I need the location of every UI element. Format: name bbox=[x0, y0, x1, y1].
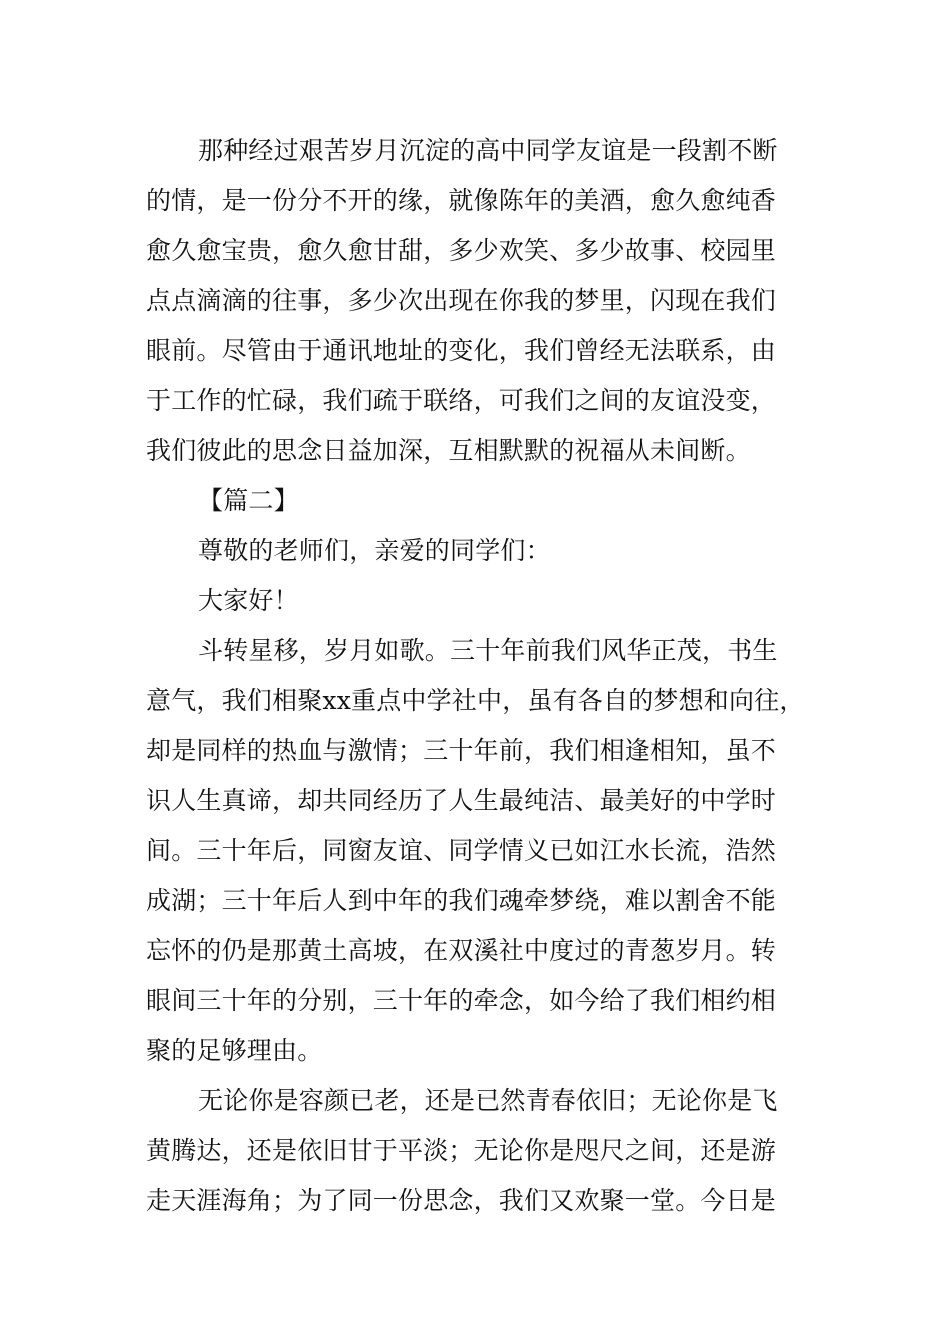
text-line: 走天涯海角；为了同一份思念，我们又欢聚一堂。今日是 bbox=[146, 1186, 777, 1215]
text-line: 意气，我们相聚xx重点中学社中，虽有各自的梦想和向往， bbox=[146, 686, 805, 715]
paragraph bbox=[146, 626, 826, 1076]
text-line: 于工作的忙碌，我们疏于联络，可我们之间的友谊没变， bbox=[146, 386, 777, 415]
text-line: 间。三十年后，同窗友谊、同学情义已如江水长流，浩然 bbox=[146, 836, 777, 865]
text-line: 忘怀的仍是那黄土高坡，在双溪社中度过的青葱岁月。转 bbox=[146, 936, 777, 965]
text-line: 尊敬的老师们，亲爱的同学们： bbox=[198, 536, 551, 565]
paragraph bbox=[146, 1076, 826, 1226]
text-line: 我们彼此的思念日益加深，互相默默的祝福从未间断。 bbox=[146, 436, 751, 465]
text-line: 识人生真谛，却共同经历了人生最纯洁、最美好的中学时 bbox=[146, 786, 777, 815]
text-line: 眼间三十年的分别，三十年的牵念，如今给了我们相约相 bbox=[146, 986, 777, 1015]
paragraph bbox=[146, 126, 826, 476]
greeting bbox=[146, 576, 826, 626]
text-line: 斗转星移，岁月如歌。三十年前我们风华正茂，书生 bbox=[198, 636, 778, 665]
text-line: 成湖；三十年后人到中年的我们魂牵梦绕，难以割舍不能 bbox=[146, 886, 777, 915]
text-line: 那种经过艰苦岁月沉淀的高中同学友谊是一段割不断 bbox=[198, 136, 778, 165]
text-line: 大家好！ bbox=[198, 586, 299, 615]
text-line: 的情，是一份分不开的缘，就像陈年的美酒，愈久愈纯香 bbox=[146, 186, 777, 215]
document-body bbox=[146, 126, 826, 1226]
text-line: 眼前。尽管由于通讯地址的变化，我们曾经无法联系，由 bbox=[146, 336, 777, 365]
salutation bbox=[146, 526, 826, 576]
text-line: 却是同样的热血与激情；三十年前，我们相逢相知，虽不 bbox=[146, 736, 777, 765]
text-line: 【篇二】 bbox=[198, 486, 299, 515]
text-line: 愈久愈宝贵，愈久愈甘甜，多少欢笑、多少故事、校园里 bbox=[146, 236, 777, 265]
text-line: 黄腾达，还是依旧甘于平淡；无论你是咫尺之间，还是游 bbox=[146, 1136, 777, 1165]
text-line: 聚的足够理由。 bbox=[146, 1036, 323, 1065]
text-line: 无论你是容颜已老，还是已然青春依旧；无论你是飞 bbox=[198, 1086, 778, 1115]
text-line: 点点滴滴的往事，多少次出现在你我的梦里，闪现在我们 bbox=[146, 286, 777, 315]
section-heading bbox=[146, 476, 826, 526]
